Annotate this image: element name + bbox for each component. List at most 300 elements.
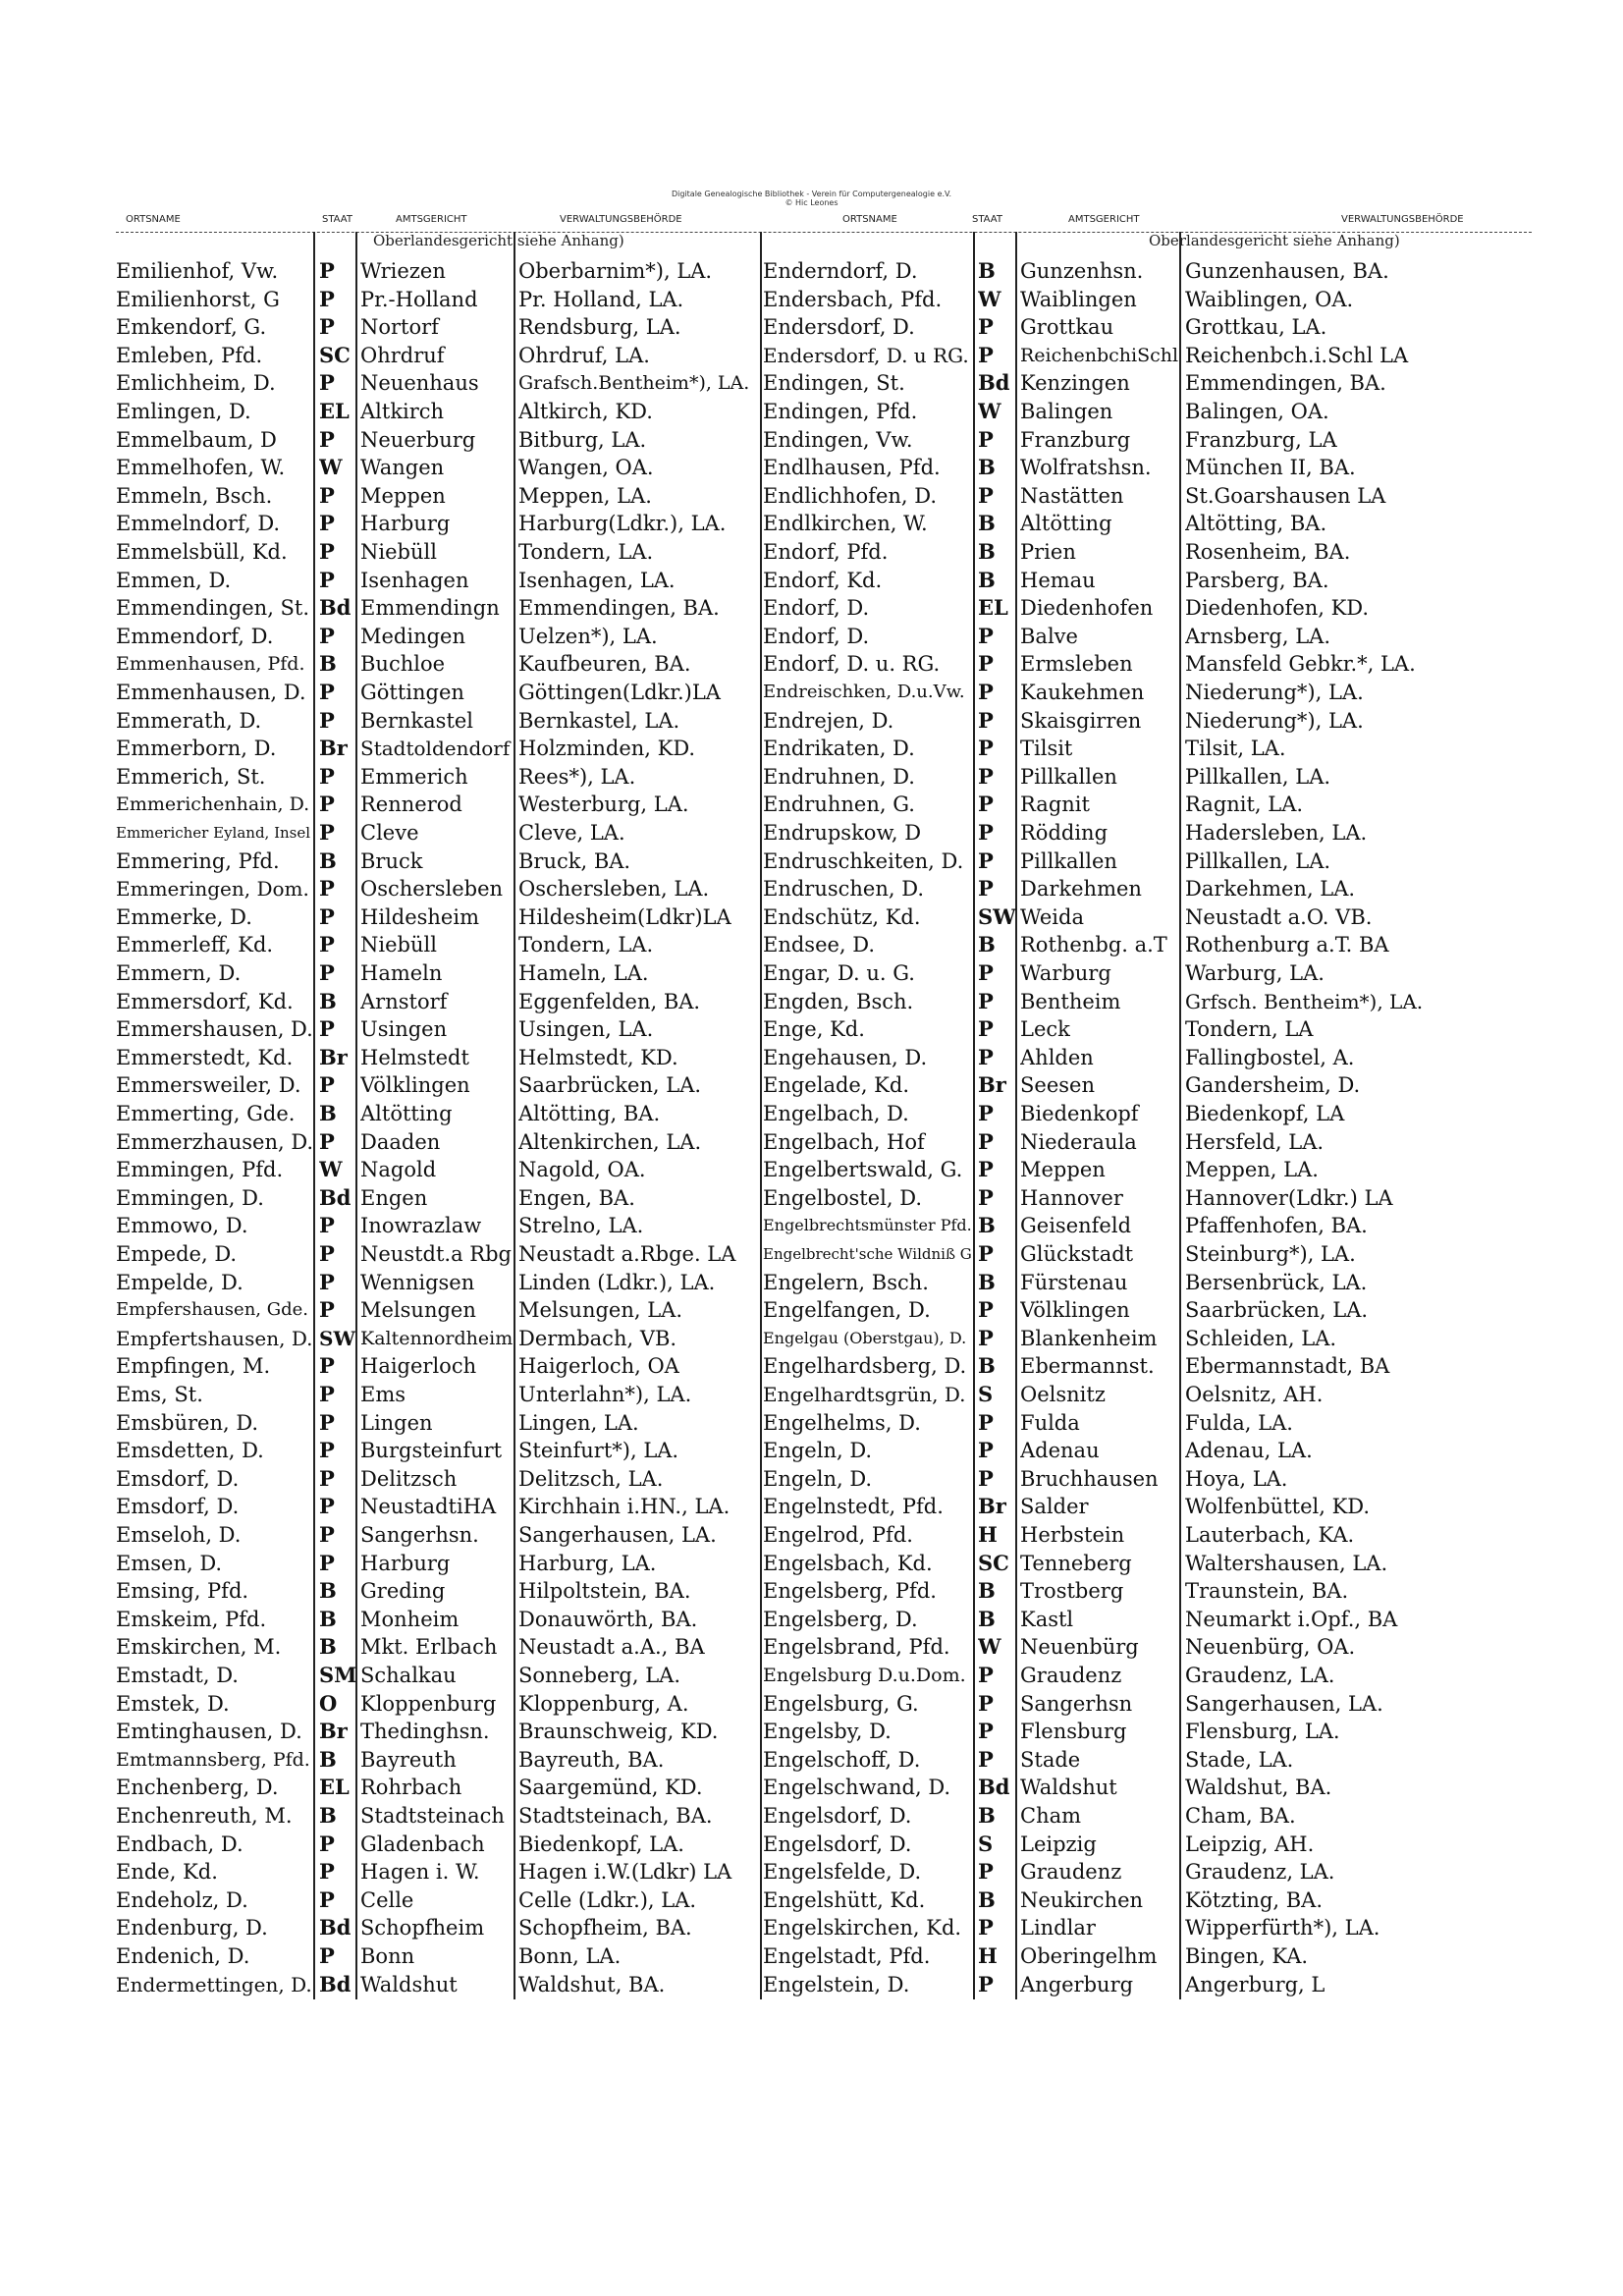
court-left: Wennigsen — [360, 1271, 475, 1294]
authority-left: Rendsburg, LA. — [518, 315, 681, 339]
state-code-left: P — [319, 287, 335, 311]
place-name-right: Endersdorf, D. — [763, 315, 915, 339]
table-row — [116, 988, 1532, 1015]
table-row — [116, 1746, 1532, 1774]
state-code-right: P — [978, 876, 994, 901]
state-code-right: Bd — [978, 1775, 1010, 1799]
state-code-right: P — [978, 764, 994, 789]
court-right: Sangerhsn — [1020, 1692, 1133, 1716]
court-right: Niederaula — [1020, 1130, 1137, 1154]
place-name-left: Emsdorf, D. — [116, 1495, 240, 1518]
table-row — [116, 1352, 1532, 1380]
state-code-right: P — [978, 680, 994, 704]
place-name-right: Endorf, Pfd. — [763, 540, 889, 564]
place-name-left: Emmersweiler, D. — [116, 1073, 301, 1097]
authority-left: Eggenfelden, BA. — [518, 990, 701, 1013]
authority-right: Fulda, LA. — [1185, 1411, 1293, 1435]
authority-left: Harburg(Ldkr.), LA. — [518, 512, 727, 535]
authority-left: Linden (Ldkr.), LA. — [518, 1271, 716, 1294]
state-code-right: P — [978, 1157, 994, 1181]
court-right: Cham — [1020, 1804, 1082, 1828]
state-code-left: P — [319, 1551, 335, 1575]
place-name-right: Engelbrechtsmünster Pfd. — [763, 1216, 972, 1234]
place-name-left: Emmingen, Pfd. — [116, 1158, 284, 1181]
authority-right: Cham, BA. — [1185, 1804, 1296, 1828]
place-name-right: Engelhardsberg, D. — [763, 1354, 967, 1378]
court-right: Leck — [1020, 1017, 1070, 1041]
table-row — [116, 819, 1532, 847]
table-row — [116, 1071, 1532, 1099]
state-code-right: P — [978, 736, 994, 760]
state-code-left: Br — [319, 736, 348, 760]
court-left: Altötting — [360, 1102, 453, 1125]
authority-left: Holzminden, KD. — [518, 737, 696, 760]
authority-left: Bruck, BA. — [518, 849, 631, 873]
state-code-left: SM — [319, 1663, 356, 1687]
state-code-left: B — [319, 1634, 337, 1659]
authority-left: Saarbrücken, LA. — [518, 1073, 702, 1097]
authority-left: Rees*), LA. — [518, 765, 636, 789]
authority-left: Uelzen*), LA. — [518, 625, 658, 648]
authority-right: Adenau, LA. — [1185, 1439, 1313, 1462]
court-left: Bruck — [360, 849, 423, 873]
authority-left: Bitburg, LA. — [518, 428, 647, 452]
court-left: Neuerburg — [360, 428, 476, 452]
state-code-right: W — [978, 287, 1001, 311]
table-row — [116, 1015, 1532, 1043]
state-code-right: P — [978, 848, 994, 873]
table-row — [116, 707, 1532, 735]
court-left: Celle — [360, 1888, 414, 1912]
place-name-right: Engelbrecht'sche Wildniß G — [763, 1245, 972, 1263]
court-right: Gunzenhsn. — [1020, 259, 1144, 283]
state-code-right: P — [978, 1016, 994, 1041]
place-name-left: Emkendorf, G. — [116, 315, 267, 339]
authority-left: Kaufbeuren, BA. — [518, 652, 691, 676]
state-code-left: B — [319, 989, 337, 1013]
authority-left: Harburg, LA. — [518, 1552, 657, 1575]
place-name-right: Endersdorf, D. u RG. — [763, 344, 969, 367]
state-code-left: P — [319, 511, 335, 535]
table-row — [116, 959, 1532, 987]
court-right: Graudenz — [1020, 1860, 1122, 1884]
table-row — [116, 1718, 1532, 1745]
table-row — [116, 1886, 1532, 1914]
court-right: Adenau — [1020, 1439, 1100, 1462]
place-name-right: Engelsburg D.u.Dom. — [763, 1665, 966, 1686]
state-code-left: P — [319, 1353, 335, 1378]
authority-left: Biedenkopf, LA. — [518, 1832, 684, 1856]
authority-right: Waldshut, BA. — [1185, 1776, 1332, 1799]
place-name-left: Emmenhausen, D. — [116, 681, 306, 704]
table-row — [116, 931, 1532, 958]
authority-right: Neustadt a.O. VB. — [1185, 905, 1373, 929]
table-row — [116, 1184, 1532, 1212]
place-name-right: Endreischken, D.u.Vw. — [763, 682, 965, 702]
authority-right: Oelsnitz, AH. — [1185, 1383, 1324, 1406]
state-code-left: Bd — [319, 1185, 352, 1210]
authority-left: Neustadt a.Rbge. LA — [518, 1242, 736, 1266]
authority-right: Neuenbürg, OA. — [1185, 1635, 1356, 1659]
state-code-right: P — [978, 708, 994, 733]
place-name-left: Emstadt, D. — [116, 1664, 239, 1687]
authority-left: Altötting, BA. — [518, 1102, 661, 1125]
court-right: Wolfratshsn. — [1020, 456, 1152, 479]
authority-right: Niederung*), LA. — [1185, 681, 1364, 704]
state-code-left: O — [319, 1691, 338, 1716]
authority-left: Grafsch.Bentheim*), LA. — [518, 372, 750, 394]
court-right: Balingen — [1020, 400, 1113, 423]
authority-right: Leipzig, AH. — [1185, 1832, 1315, 1856]
court-right: Tenneberg — [1020, 1552, 1132, 1575]
state-code-left: P — [319, 680, 335, 704]
place-name-left: Emilienhorst, G — [116, 288, 280, 311]
place-name-left: Emmen, D. — [116, 569, 232, 592]
court-right: Grottkau — [1020, 315, 1114, 339]
place-name-right: Endsee, D. — [763, 933, 876, 957]
place-name-left: Empfingen, M. — [116, 1354, 271, 1378]
court-right: Herbstein — [1020, 1523, 1125, 1547]
table-row — [116, 1296, 1532, 1324]
place-name-left: Emmericher Eyland, Insel — [116, 824, 311, 842]
place-name-left: Emmerleff, Kd. — [116, 933, 274, 957]
state-code-left: P — [319, 539, 335, 564]
court-right: Trostberg — [1020, 1579, 1124, 1603]
authority-left: Göttingen(Ldkr.)LA — [518, 681, 721, 704]
table-row — [116, 650, 1532, 678]
state-code-right: P — [978, 1185, 994, 1210]
place-name-right: Engelhelms, D. — [763, 1411, 921, 1435]
table-row — [116, 1550, 1532, 1577]
state-code-right: B — [978, 568, 996, 592]
place-name-right: Endrupskow, D — [763, 821, 922, 845]
place-name-right: Endruhnen, G. — [763, 793, 915, 816]
authority-right: Ragnit, LA. — [1185, 793, 1304, 816]
state-code-left: W — [319, 1157, 343, 1181]
court-right: Glückstadt — [1020, 1242, 1134, 1266]
note-right: Oberlandesgericht siehe Anhang) — [1149, 232, 1400, 249]
authority-left: Lingen, LA. — [518, 1411, 639, 1435]
court-left: Waldshut — [360, 1973, 458, 1996]
state-code-left: P — [319, 792, 335, 816]
place-name-left: Emmerke, D. — [116, 905, 252, 929]
authority-left: Hilpoltstein, BA. — [518, 1579, 691, 1603]
place-name-left: Emstek, D. — [116, 1692, 230, 1716]
court-right: Hannover — [1020, 1186, 1123, 1210]
table-row — [116, 1409, 1532, 1437]
court-right: Waldshut — [1020, 1776, 1117, 1799]
court-right: Bentheim — [1020, 990, 1121, 1013]
authority-right: Saarbrücken, LA. — [1185, 1298, 1369, 1322]
court-right: Warburg — [1020, 961, 1111, 985]
court-left: Neustdt.a Rbg — [360, 1242, 512, 1266]
place-name-right: Endorf, Kd. — [763, 569, 883, 592]
table-row — [116, 369, 1532, 397]
place-name-right: Engelrod, Pfd. — [763, 1523, 913, 1547]
court-right: Oberingelhm — [1020, 1944, 1158, 1968]
state-code-right: S — [978, 1382, 994, 1406]
state-code-left: Br — [319, 1045, 348, 1069]
authority-left: Hameln, LA. — [518, 961, 649, 985]
court-right: Neukirchen — [1020, 1888, 1144, 1912]
court-left: Monheim — [360, 1608, 460, 1631]
authority-right: Kötzting, BA. — [1185, 1888, 1324, 1912]
header-amtsgericht-right: AMTSGERICHT — [1068, 214, 1140, 225]
court-right: Nastätten — [1020, 484, 1124, 508]
state-code-left: P — [319, 370, 335, 395]
authority-right: Lauterbach, KA. — [1185, 1523, 1355, 1547]
court-right: Blankenheim — [1020, 1327, 1158, 1350]
state-code-left: B — [319, 651, 337, 676]
place-name-right: Engelsberg, D. — [763, 1608, 918, 1631]
authority-left: Haigerloch, OA — [518, 1354, 679, 1378]
place-name-right: Engelern, Bsch. — [763, 1271, 929, 1294]
table-row — [116, 1493, 1532, 1520]
place-name-left: Emtmannsberg, Pfd. — [116, 1749, 310, 1771]
court-right: Flensburg — [1020, 1720, 1127, 1743]
state-code-right: B — [978, 511, 996, 535]
table-row — [116, 313, 1532, 341]
place-name-right: Engelsbrand, Pfd. — [763, 1635, 950, 1659]
authority-right: Stade, LA. — [1185, 1748, 1294, 1772]
authority-left: Sonneberg, LA. — [518, 1664, 680, 1687]
court-left: Bernkastel — [360, 709, 474, 733]
authority-right: Parsberg, BA. — [1185, 569, 1329, 592]
place-name-left: Emskeim, Pfd. — [116, 1608, 267, 1631]
place-name-right: Enge, Kd. — [763, 1017, 865, 1041]
place-name-right: Engelshütt, Kd. — [763, 1888, 926, 1912]
place-name-right: Endlhausen, Pfd. — [763, 456, 941, 479]
state-code-right: P — [978, 651, 994, 676]
state-code-right: B — [978, 1213, 996, 1237]
court-left: Niebüll — [360, 540, 437, 564]
court-left: Cleve — [360, 821, 419, 845]
state-code-right: S — [978, 1831, 994, 1856]
state-code-right: P — [978, 1972, 994, 1996]
place-name-left: Emskirchen, M. — [116, 1635, 282, 1659]
court-left: Neuenhaus — [360, 371, 479, 395]
authority-left: Schopfheim, BA. — [518, 1916, 692, 1940]
court-left: Oschersleben — [360, 877, 504, 901]
place-name-left: Emmeringen, Dom. — [116, 877, 309, 901]
court-right: Fürstenau — [1020, 1271, 1128, 1294]
state-code-left: P — [319, 960, 335, 985]
authority-right: Pillkallen, LA. — [1185, 849, 1331, 873]
place-name-right: Endrikaten, D. — [763, 737, 915, 760]
authority-left: Tondern, LA. — [518, 933, 654, 957]
authority-left: Engen, BA. — [518, 1186, 635, 1210]
authority-left: Nagold, OA. — [518, 1158, 646, 1181]
state-code-right: P — [978, 1438, 994, 1462]
authority-left: Hildesheim(Ldkr)LA — [518, 905, 731, 929]
state-code-left: P — [319, 820, 335, 845]
place-name-left: Emmern, D. — [116, 961, 242, 985]
state-code-left: B — [319, 1101, 337, 1125]
table-row — [116, 735, 1532, 762]
court-left: Altkirch — [360, 400, 445, 423]
court-right: Rothenbg. a.T — [1020, 933, 1167, 957]
court-left: Ems — [360, 1383, 406, 1406]
authority-left: Cleve, LA. — [518, 821, 625, 845]
authority-left: Strelno, LA. — [518, 1214, 644, 1237]
place-name-left: Emseloh, D. — [116, 1523, 242, 1547]
table-row — [116, 1662, 1532, 1689]
table-row — [116, 1942, 1532, 1970]
authority-right: Graudenz, LA. — [1185, 1664, 1335, 1687]
state-code-right: P — [978, 1297, 994, 1322]
place-name-left: Emlichheim, D. — [116, 371, 276, 395]
state-code-left: SC — [319, 343, 351, 367]
table-row — [116, 791, 1532, 818]
court-right: Fulda — [1020, 1411, 1080, 1435]
table-row — [116, 1156, 1532, 1183]
state-code-left: P — [319, 258, 335, 283]
place-name-right: Engelsbach, Kd. — [763, 1552, 933, 1575]
authority-right: Neumarkt i.Opf., BA — [1185, 1608, 1398, 1631]
header-amtsgericht-left: AMTSGERICHT — [396, 214, 467, 225]
place-name-right: Engelsdorf, D. — [763, 1832, 912, 1856]
authority-left: Westerburg, LA. — [518, 793, 689, 816]
court-right: ReichenbchiSchl — [1020, 345, 1179, 366]
table-row — [116, 1831, 1532, 1858]
court-right: Skaisgirren — [1020, 709, 1142, 733]
state-code-left: EL — [319, 1775, 350, 1799]
place-name-left: Empede, D. — [116, 1242, 238, 1266]
table-row — [116, 847, 1532, 875]
table-row — [116, 1914, 1532, 1941]
place-name-left: Emmelsbüll, Kd. — [116, 540, 288, 564]
court-left: Buchloe — [360, 652, 446, 676]
place-name-right: Endorf, D. — [763, 625, 870, 648]
court-left: Hagen i. W. — [360, 1860, 480, 1884]
authority-right: St.Goarshausen LA — [1185, 484, 1386, 508]
place-name-left: Emmerzhausen, D. — [116, 1130, 314, 1154]
table-row — [116, 342, 1532, 369]
place-name-left: Emleben, Pfd. — [116, 344, 263, 367]
court-left: Medingen — [360, 625, 466, 648]
place-name-left: Emmeln, Bsch. — [116, 484, 273, 508]
authority-left: Bayreuth, BA. — [518, 1748, 665, 1772]
table-row — [116, 398, 1532, 425]
place-name-right: Engelschoff, D. — [763, 1748, 921, 1772]
authority-left: Bonn, LA. — [518, 1944, 622, 1968]
court-right: Hemau — [1020, 569, 1096, 592]
authority-left: Unterlahn*), LA. — [518, 1383, 692, 1406]
authority-right: Hersfeld, LA. — [1185, 1130, 1325, 1154]
authority-left: Melsungen, LA. — [518, 1298, 683, 1322]
authority-right: Hannover(Ldkr.) LA — [1185, 1186, 1393, 1210]
state-code-left: P — [319, 708, 335, 733]
authority-right: Schleiden, LA. — [1185, 1327, 1337, 1350]
authority-left: Stadtsteinach, BA. — [518, 1804, 713, 1828]
authority-right: Darkehmen, LA. — [1185, 877, 1356, 901]
table-row — [116, 1971, 1532, 1998]
authority-right: München II, BA. — [1185, 456, 1356, 479]
court-left: Kaltennordheim — [360, 1328, 513, 1349]
place-name-right: Engelbertswald, G. — [763, 1158, 963, 1181]
authority-left: Celle (Ldkr.), LA. — [518, 1888, 697, 1912]
state-code-left: B — [319, 848, 337, 873]
authority-right: Franzburg, LA — [1185, 428, 1337, 452]
authority-left: Kirchhain i.HN., LA. — [518, 1495, 730, 1518]
state-code-right: B — [978, 1353, 996, 1378]
court-left: Stadtoldendorf — [360, 737, 511, 760]
authority-right: Waiblingen, OA. — [1185, 288, 1354, 311]
table-row — [116, 1802, 1532, 1830]
court-left: Rohrbach — [360, 1776, 462, 1799]
state-code-left: W — [319, 455, 343, 479]
place-name-right: Endingen, St. — [763, 371, 905, 395]
place-name-left: Endenburg, D. — [116, 1916, 268, 1940]
court-right: Stade — [1020, 1748, 1081, 1772]
authority-left: Pr. Holland, LA. — [518, 288, 684, 311]
court-left: Schopfheim — [360, 1916, 485, 1940]
place-name-right: Engelstein, D. — [763, 1973, 910, 1996]
court-right: Waiblingen — [1020, 288, 1137, 311]
authority-right: Reichenbch.i.Schl LA — [1185, 344, 1409, 367]
court-right: Neuenbürg — [1020, 1635, 1139, 1659]
authority-left: Ohrdruf, LA. — [518, 344, 650, 367]
table-row — [116, 426, 1532, 454]
place-name-left: Endenich, D. — [116, 1944, 250, 1968]
authority-right: Angerburg, L — [1185, 1973, 1325, 1996]
state-code-left: P — [319, 1522, 335, 1547]
court-left: Greding — [360, 1579, 446, 1603]
place-name-left: Emmelhofen, W. — [116, 456, 286, 479]
state-code-left: B — [319, 1747, 337, 1772]
state-code-left: Bd — [319, 1972, 352, 1996]
state-code-right: H — [978, 1943, 998, 1968]
authority-right: Fallingbostel, A. — [1185, 1046, 1355, 1069]
table-row — [116, 454, 1532, 481]
authority-right: Traunstein, BA. — [1185, 1579, 1349, 1603]
place-name-right: Endersbach, Pfd. — [763, 288, 943, 311]
court-left: Harburg — [360, 1552, 451, 1575]
court-right: Ahlden — [1020, 1046, 1094, 1069]
place-name-right: Engelhardtsgrün, D. — [763, 1383, 966, 1406]
state-code-right: P — [978, 1747, 994, 1772]
state-code-right: P — [978, 1915, 994, 1940]
state-code-left: P — [319, 427, 335, 452]
state-code-left: P — [319, 1943, 335, 1968]
authority-right: Warburg, LA. — [1185, 961, 1325, 985]
state-code-right: P — [978, 960, 994, 985]
court-right: Lindlar — [1020, 1916, 1096, 1940]
place-name-left: Empfershausen, Gde. — [116, 1299, 309, 1320]
court-left: Meppen — [360, 484, 446, 508]
court-left: Nagold — [360, 1158, 437, 1181]
table-row — [116, 1240, 1532, 1268]
table-row — [116, 482, 1532, 510]
state-code-left: P — [319, 1494, 335, 1518]
court-right: Ermsleben — [1020, 652, 1133, 676]
header-staat-left: STAAT — [322, 214, 352, 225]
authority-left: Hagen i.W.(Ldkr) LA — [518, 1860, 732, 1884]
state-code-right: P — [978, 820, 994, 845]
state-code-right: P — [978, 314, 994, 339]
court-left: Stadtsteinach — [360, 1804, 505, 1828]
header-staat-right: STAAT — [972, 214, 1002, 225]
court-right: Meppen — [1020, 1158, 1106, 1181]
place-name-right: Engelbach, Hof — [763, 1130, 925, 1154]
court-right: Diedenhofen — [1020, 596, 1154, 620]
court-left: Gladenbach — [360, 1832, 485, 1856]
authority-right: Waltershausen, LA. — [1185, 1552, 1388, 1575]
place-name-left: Endeholz, D. — [116, 1888, 248, 1912]
state-code-left: P — [319, 764, 335, 789]
place-name-left: Emtinghausen, D. — [116, 1720, 302, 1743]
authority-right: Graudenz, LA. — [1185, 1860, 1335, 1884]
